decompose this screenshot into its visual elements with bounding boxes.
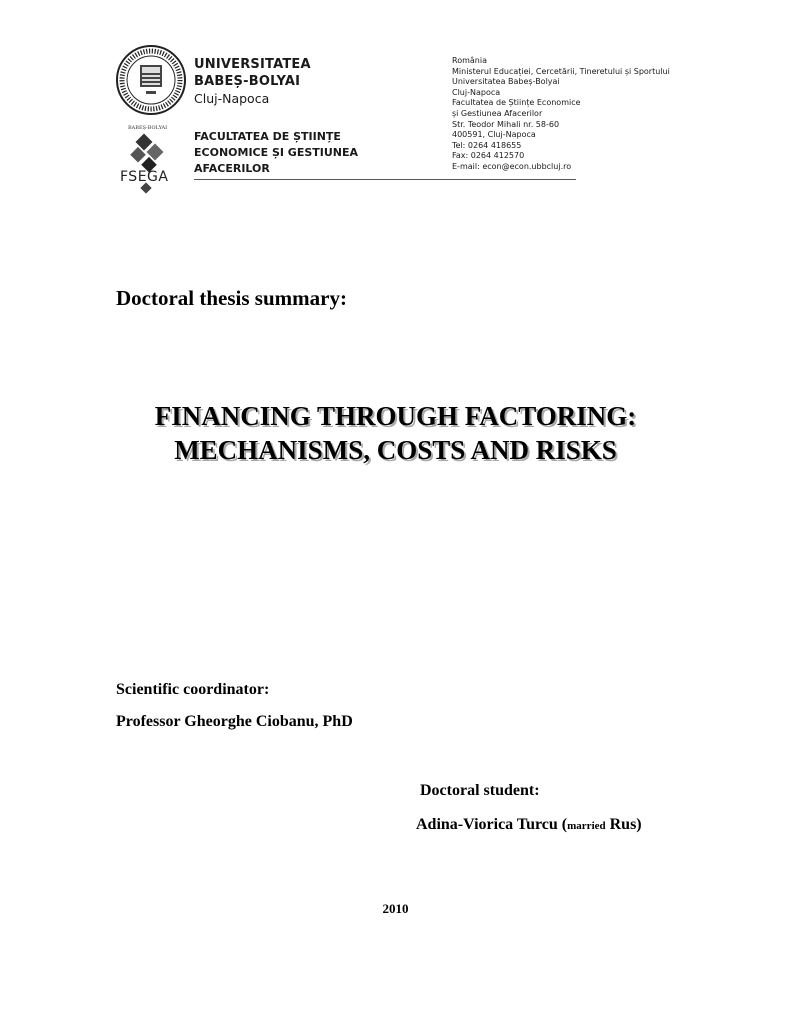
fsega-logo-text: FSEGA <box>120 169 169 185</box>
university-name-line1: UNIVERSITATEA <box>194 57 311 72</box>
faculty-name-line1: FACULTATEA DE ȘTIINȚE <box>194 130 341 143</box>
student-name-rest: Rus) <box>605 816 642 833</box>
address-line: și Gestiunea Afacerilor <box>452 108 543 118</box>
university-name-line2: BABEȘ-BOLYAI <box>194 74 301 89</box>
coordinator-label: Scientific coordinator: <box>116 681 270 698</box>
thesis-title-line1: FINANCING THROUGH FACTORING: <box>154 401 637 431</box>
student-label: Doctoral student: <box>420 782 540 799</box>
address-line: Ministerul Educației, Cercetării, Tineretului și Sportului <box>452 66 670 76</box>
address-line: Fax: 0264 412570 <box>452 151 525 161</box>
year: 2010 <box>382 901 409 916</box>
address-line: Universitatea Babeș-Bolyai <box>452 77 560 87</box>
university-seal-icon <box>116 45 186 115</box>
address-line: Cluj-Napoca <box>452 87 501 97</box>
fsega-logo-icon <box>118 126 178 196</box>
address-line: Tel: 0264 418655 <box>452 140 522 150</box>
summary-label: Doctoral thesis summary: <box>116 286 347 310</box>
fsega-logo-small-text: BABEȘ-BOLYAI <box>128 125 168 131</box>
email-line: E-mail: econ@econ.ubbcluj.ro <box>452 161 572 171</box>
student-name <box>416 816 642 834</box>
faculty-name-line2: ECONOMICE ȘI GESTIUNEA <box>194 146 359 159</box>
faculty-name-line3: AFACERILOR <box>194 162 270 175</box>
header-divider <box>194 179 576 180</box>
student-name-main: Adina-Viorica Turcu ( <box>416 816 568 833</box>
university-city: Cluj-Napoca <box>194 91 270 106</box>
address-line: 400591, Cluj-Napoca <box>452 130 536 140</box>
address-block <box>452 56 670 173</box>
student-name-married: married <box>567 820 606 832</box>
address-line: Facultatea de Științe Economice <box>452 98 581 108</box>
address-line: Str. Teodor Mihali nr. 58-60 <box>452 119 560 129</box>
thesis-title-line2: MECHANISMS, COSTS AND RISKS <box>174 435 617 465</box>
address-line: România <box>452 56 487 65</box>
coordinator-name: Professor Gheorghe Ciobanu, PhD <box>116 713 353 730</box>
university-name <box>194 56 311 107</box>
faculty-name <box>194 129 358 177</box>
